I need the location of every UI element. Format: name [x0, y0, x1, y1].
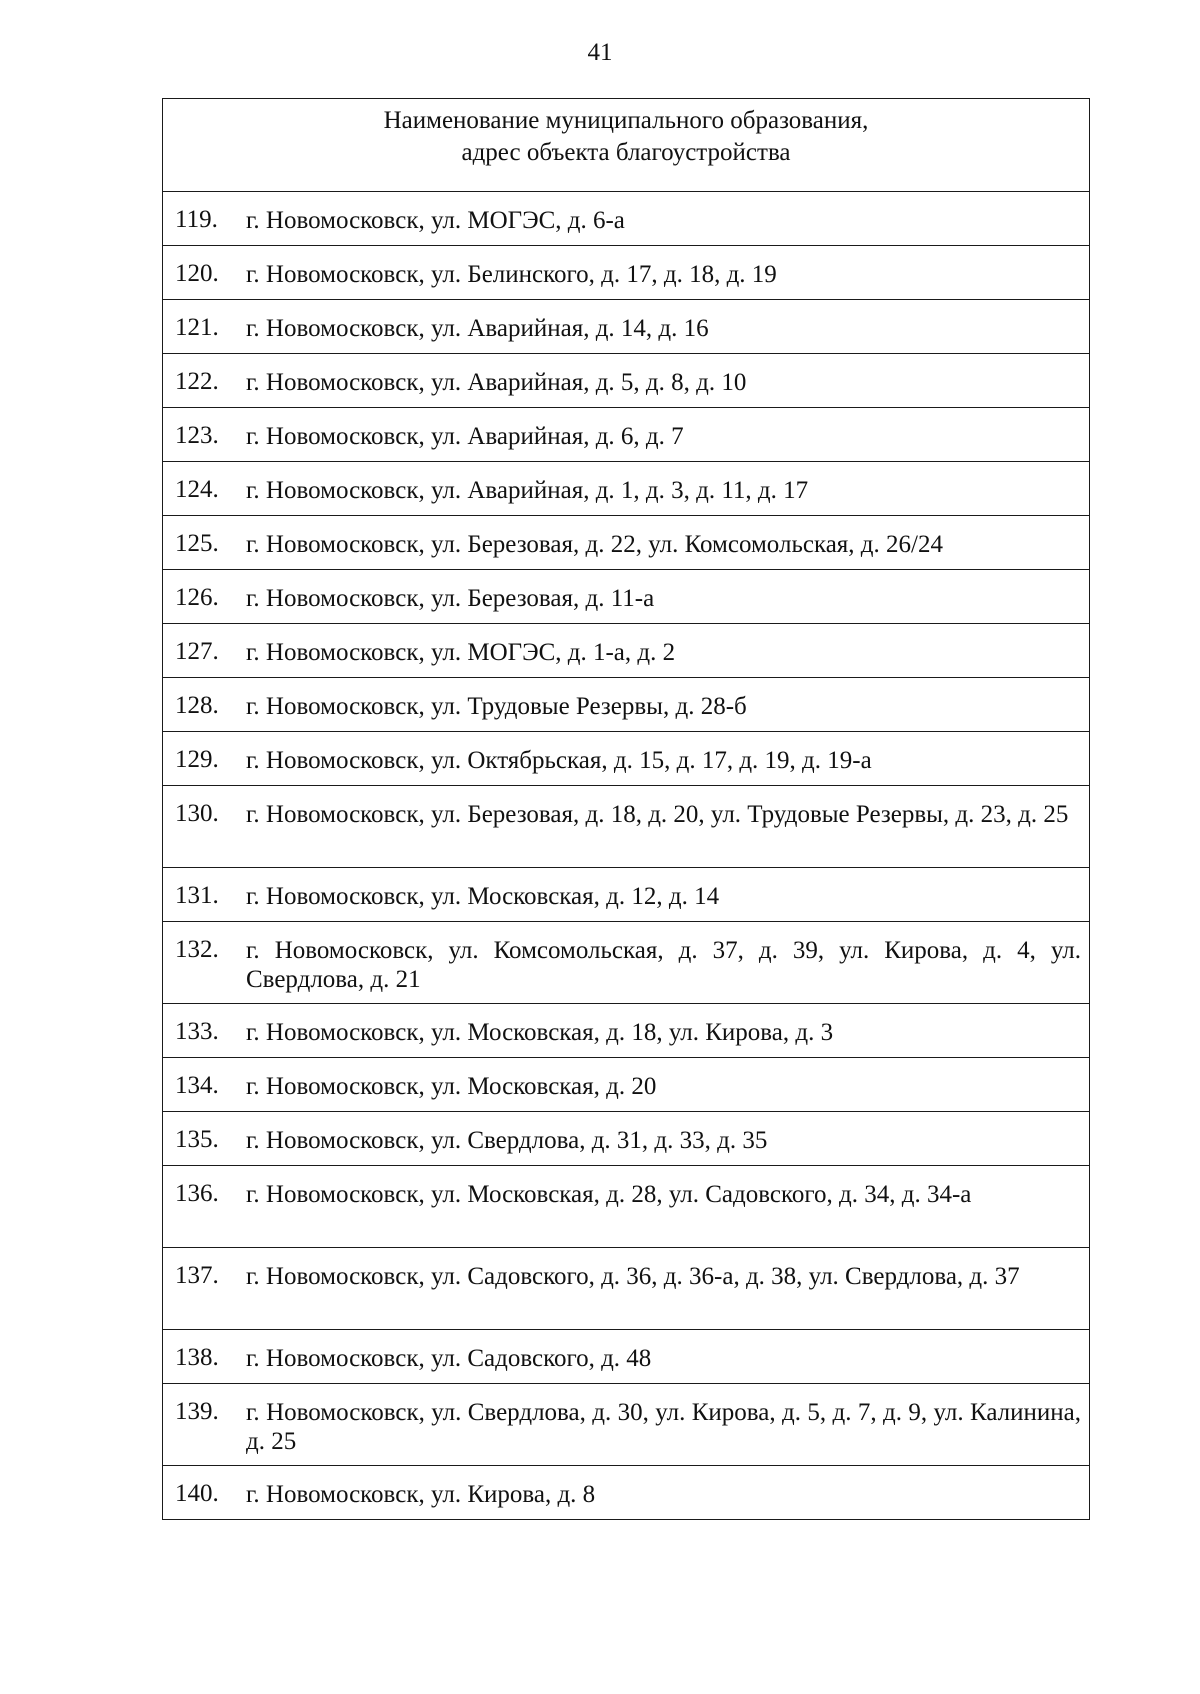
row-address: г. Новомосковск, ул. Октябрьская, д. 15, д. 17, д. 19, д. 19-а	[246, 747, 872, 774]
table-cell	[163, 408, 1090, 462]
table-cell	[163, 300, 1090, 354]
table-row	[163, 246, 1090, 300]
row-number: 135.	[175, 1126, 219, 1153]
table-cell	[163, 1112, 1090, 1166]
row-address: г. Новомосковск, ул. Московская, д. 12, д. 14	[246, 883, 720, 910]
table-cell	[163, 624, 1090, 678]
table-row	[163, 1466, 1090, 1520]
row-number: 129.	[175, 746, 219, 773]
header-line-1: Наименование муниципального образования,	[383, 107, 869, 134]
row-address: г. Новомосковск, ул. Аварийная, д. 1, д. 3, д. 11, д. 17	[246, 477, 809, 504]
table-row	[163, 732, 1090, 786]
table-cell	[163, 516, 1090, 570]
row-address: г. Новомосковск, ул. Трудовые Резервы, д. 28-б	[246, 693, 747, 720]
table-cell	[163, 786, 1090, 868]
table-cell	[163, 1166, 1090, 1248]
row-number: 140.	[175, 1480, 219, 1507]
table-cell	[163, 1058, 1090, 1112]
row-address: г. Новомосковск, ул. МОГЭС, д. 6-а	[246, 207, 625, 234]
table-cell	[163, 732, 1090, 786]
row-number: 125.	[175, 530, 219, 557]
table-row	[163, 1166, 1090, 1248]
row-number: 131.	[175, 882, 219, 909]
address-table	[162, 98, 1090, 1520]
table-row	[163, 462, 1090, 516]
row-address: г. Новомосковск, ул. Садовского, д. 36, д. 36-а, д. 38, ул. Свердлова, д. 37	[246, 1263, 1020, 1290]
row-address: г. Новомосковск, ул. Московская, д. 28, ул. Садовского, д. 34, д. 34-а	[246, 1181, 972, 1208]
row-address: г. Новомосковск, ул. Свердлова, д. 31, д. 33, д. 35	[246, 1127, 768, 1154]
table-row	[163, 922, 1090, 1004]
row-number: 139.	[175, 1398, 219, 1425]
row-address: г. Новомосковск, ул. Белинского, д. 17, д. 18, д. 19	[246, 261, 777, 288]
table-row	[163, 1330, 1090, 1384]
table-cell	[163, 678, 1090, 732]
table-row	[163, 1004, 1090, 1058]
row-number: 123.	[175, 422, 219, 449]
row-number: 120.	[175, 260, 219, 287]
header-line-2: адрес объекта благоустройства	[461, 139, 791, 166]
table-cell	[163, 1330, 1090, 1384]
table-cell	[163, 462, 1090, 516]
table-row	[163, 192, 1090, 246]
table-row	[163, 408, 1090, 462]
row-number: 127.	[175, 638, 219, 665]
table-row	[163, 868, 1090, 922]
table-row	[163, 624, 1090, 678]
table-row	[163, 354, 1090, 408]
row-address: г. Новомосковск, ул. Березовая, д. 22, ул. Комсомольская, д. 26/24	[246, 531, 943, 558]
row-address: г. Новомосковск, ул. Московская, д. 20	[246, 1073, 657, 1100]
row-number: 130.	[175, 800, 219, 827]
table-cell	[163, 868, 1090, 922]
row-number: 136.	[175, 1180, 219, 1207]
table-header-cell	[163, 99, 1090, 192]
row-address: г. Новомосковск, ул. Березовая, д. 11-а	[246, 585, 655, 612]
row-number: 134.	[175, 1072, 219, 1099]
row-address: г. Новомосковск, ул. Аварийная, д. 5, д. 8, д. 10	[246, 369, 747, 396]
row-address: г. Новомосковск, ул. Московская, д. 18, ул. Кирова, д. 3	[246, 1019, 834, 1046]
table-header-row	[163, 99, 1090, 192]
table-row	[163, 678, 1090, 732]
row-address: г. Новомосковск, ул. Свердлова, д. 30, ул. Кирова, д. 5, д. 7, д. 9, ул. Калинина, д. 25	[246, 1399, 1081, 1455]
table-cell	[163, 1466, 1090, 1520]
table-row	[163, 300, 1090, 354]
table-cell	[163, 570, 1090, 624]
row-number: 121.	[175, 314, 219, 341]
row-number: 138.	[175, 1344, 219, 1371]
row-address: г. Новомосковск, ул. МОГЭС, д. 1-а, д. 2	[246, 639, 676, 666]
row-address: г. Новомосковск, ул. Березовая, д. 18, д. 20, ул. Трудовые Резервы, д. 23, д. 25	[246, 801, 1069, 828]
row-address: г. Новомосковск, ул. Аварийная, д. 14, д. 16	[246, 315, 709, 342]
table-cell	[163, 354, 1090, 408]
table-row	[163, 516, 1090, 570]
row-number: 128.	[175, 692, 219, 719]
row-number: 122.	[175, 368, 219, 395]
table-row	[163, 1112, 1090, 1166]
row-number: 133.	[175, 1018, 219, 1045]
row-address: г. Новомосковск, ул. Комсомольская, д. 37, д. 39, ул. Кирова, д. 4, ул. Свердлова, д. 21	[246, 937, 1081, 993]
table-row	[163, 1384, 1090, 1466]
table-row	[163, 1248, 1090, 1330]
table-cell	[163, 1248, 1090, 1330]
table-cell	[163, 1004, 1090, 1058]
table-row	[163, 570, 1090, 624]
row-address: г. Новомосковск, ул. Аварийная, д. 6, д. 7	[246, 423, 684, 450]
row-number: 119.	[175, 206, 218, 233]
row-number: 124.	[175, 476, 219, 503]
page-number: 41	[587, 39, 613, 66]
row-number: 126.	[175, 584, 219, 611]
row-address: г. Новомосковск, ул. Кирова, д. 8	[246, 1481, 596, 1508]
table-cell	[163, 246, 1090, 300]
row-number: 137.	[175, 1262, 219, 1289]
table-cell	[163, 192, 1090, 246]
table-cell	[163, 1384, 1090, 1466]
row-address: г. Новомосковск, ул. Садовского, д. 48	[246, 1345, 652, 1372]
table-row	[163, 786, 1090, 868]
row-number: 132.	[175, 936, 219, 963]
table-cell	[163, 922, 1090, 1004]
table-row	[163, 1058, 1090, 1112]
